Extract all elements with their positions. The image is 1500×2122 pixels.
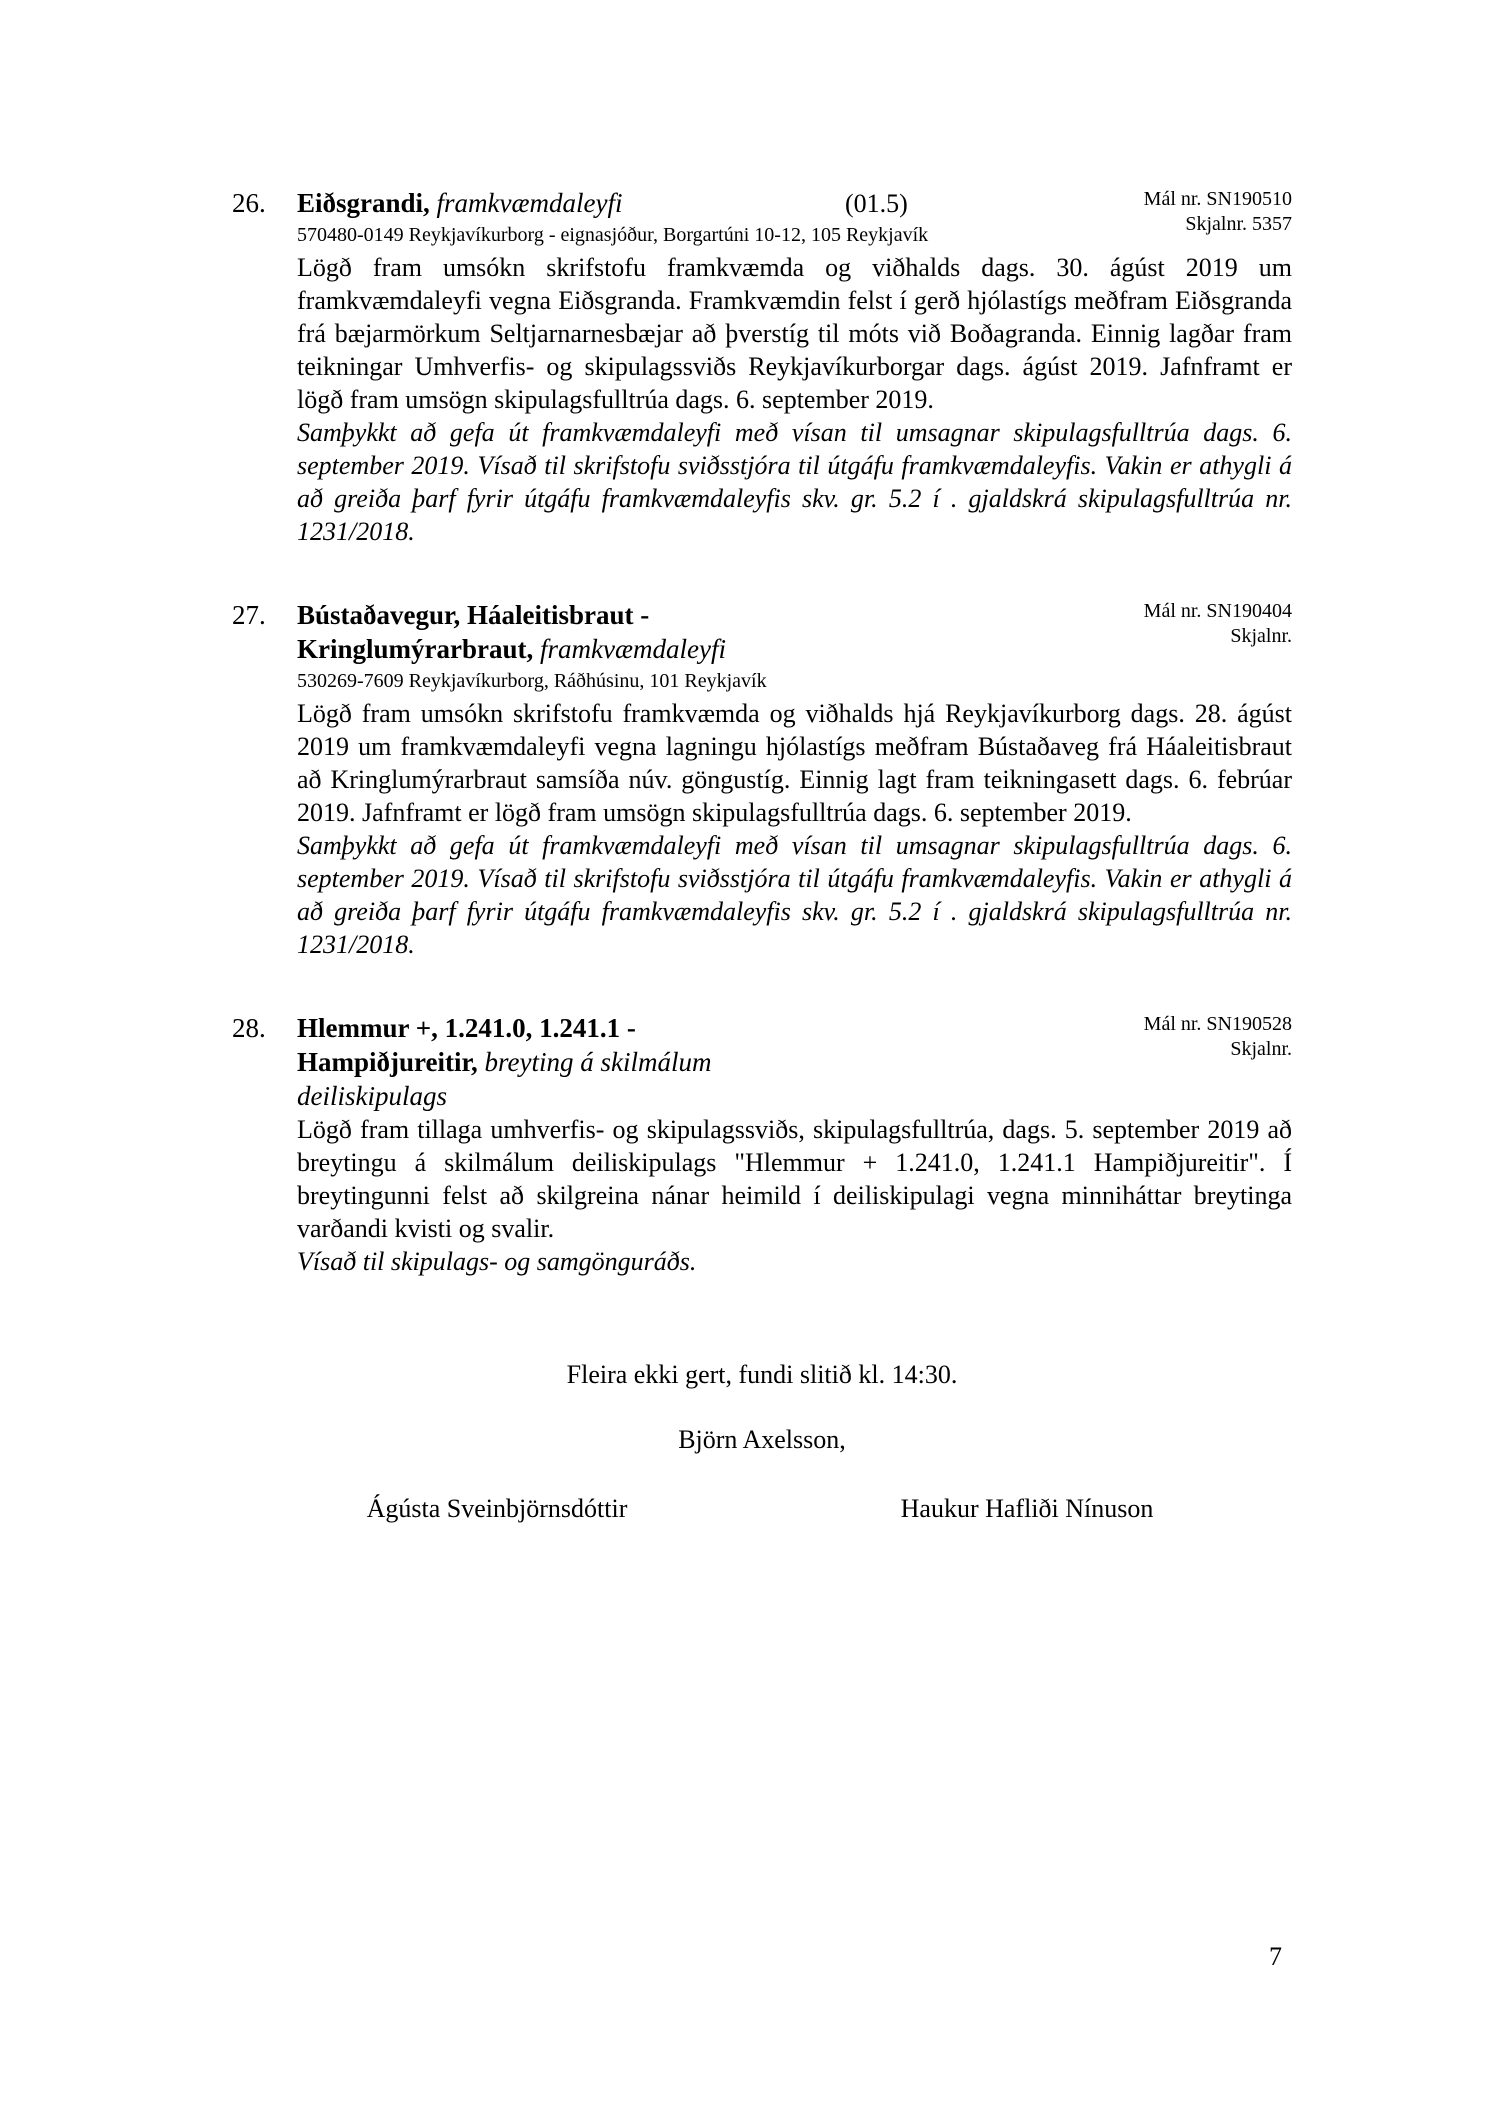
item-title-line3: deiliskipulags	[297, 1081, 447, 1111]
document-number: Skjalnr. 5357	[1185, 213, 1292, 235]
item-title-italic: framkvæmdaleyfi	[429, 188, 623, 218]
item-title-line1: Hlemmur +, 1.241.0, 1.241.1 -	[297, 1013, 636, 1043]
signature-row	[232, 1492, 1292, 1525]
signature-right: Haukur Hafliði Nínuson	[900, 1494, 1154, 1523]
item-title	[297, 598, 1292, 666]
item-body-text: Lögð fram umsókn skrifstofu framkvæmda og viðhalds dags. 30. ágúst 2019 um framkvæmdaleyfi vegna Eiðsgranda. Framkvæmdin felst í gerð hjólastígs meðfram Eiðsgranda frá bæjarmörkum Seltjarnarnesbæjar að þverstíg til móts við Boðagranda. Einnig lagðar fram teikningar Umhverfis- og skipulagssviðs Reykjavíkurborgar dags. ágúst 2019. Jafnframt er lögð fram umsögn skipulagsfulltrúa dags. 6. september 2019.	[297, 253, 1292, 414]
case-number: Mál nr. SN190528	[1143, 1013, 1292, 1035]
item-applicant-address: 530269-7609 Reykjavíkurborg, Ráðhúsinu, 101 Reykjavík	[297, 670, 767, 692]
item-title-italic: breyting á skilmálum	[477, 1047, 712, 1077]
item-title-bold: Kringlumýrarbraut,	[297, 634, 534, 664]
item-title	[297, 186, 1292, 220]
item-title-bold: Eiðsgrandi,	[297, 188, 430, 218]
item-number: 28.	[232, 1013, 266, 1043]
item-body-text: Lögð fram tillaga umhverfis- og skipulagssviðs, skipulagsfulltrúa, dags. 5. september 2019 að breytingu á skilmálum deiliskipulags "Hlemmur + 1.241.0, 1.241.1 Hampiðjureitir". Í breytingunni felst að skilgreina nánar heimild í deiliskipulagi vegna minniháttar breytinga varðandi kvisti og svalir.	[297, 1115, 1292, 1243]
case-number: Mál nr. SN190510	[1143, 188, 1292, 210]
item-title-italic: framkvæmdaleyfi	[533, 634, 726, 664]
agenda-item-26	[232, 186, 1292, 548]
signature-secretary: Björn Axelsson,	[678, 1425, 846, 1454]
item-title-line2	[297, 632, 1292, 666]
minutes-content	[232, 186, 1292, 1525]
item-body-text: Lögð fram umsókn skrifstofu framkvæmda og viðhalds hjá Reykjavíkurborg dags. 28. ágúst 2019 um framkvæmdaleyfi vegna lagningu hjólastígs meðfram Bústaðaveg frá Háaleitisbraut að Kringlumýrarbraut samsíða núv. göngustíg. Einnig lagt fram teikningasett dags. 6. febrúar 2019. Jafnframt er lögð fram umsögn skipulagsfulltrúa dags. 6. september 2019.	[297, 699, 1292, 827]
page-number: 7	[1269, 1942, 1282, 1971]
item-number: 27.	[232, 600, 266, 630]
minutes-footer	[232, 1358, 1292, 1525]
agenda-item-28	[232, 1011, 1292, 1278]
item-title-bold: Hampiðjureitir,	[297, 1047, 478, 1077]
closing-statement: Fleira ekki gert, fundi slitið kl. 14:30.	[566, 1360, 958, 1389]
item-resolution-text: Samþykkt að gefa út framkvæmdaleyfi með vísan til umsagnar skipulagsfulltrúa dags. 6. september 2019. Vísað til skrifstofu sviðsstjóra til útgáfu framkvæmdaleyfis. Vakin er athygli á að greiða þarf fyrir útgáfu framkvæmdaleyfis skv. gr. 5.2 í . gjaldskrá skipulagsfulltrúa nr. 1231/2018.	[297, 418, 1292, 546]
item-title-line1: Bústaðavegur, Háaleitisbraut -	[297, 600, 650, 630]
document-number: Skjalnr.	[1230, 1038, 1292, 1060]
item-resolution-text: Vísað til skipulags- og samgönguráðs.	[297, 1247, 697, 1276]
document-number: Skjalnr.	[1230, 625, 1292, 647]
item-applicant-address: 570480-0149 Reykjavíkurborg - eignasjóður, Borgartúni 10-12, 105 Reykjavík	[297, 224, 929, 246]
item-title	[297, 1011, 1292, 1113]
item-number: 26.	[232, 188, 266, 218]
item-resolution-text: Samþykkt að gefa út framkvæmdaleyfi með vísan til umsagnar skipulagsfulltrúa dags. 6. september 2019. Vísað til skrifstofu sviðsstjóra til útgáfu framkvæmdaleyfis. Vakin er athygli á að greiða þarf fyrir útgáfu framkvæmdaleyfis skv. gr. 5.2 í . gjaldskrá skipulagsfulltrúa nr. 1231/2018.	[297, 831, 1292, 959]
agenda-item-27	[232, 598, 1292, 961]
item-title-line2	[297, 1045, 1292, 1079]
signature-left: Ágústa Sveinbjörnsdóttir	[366, 1494, 628, 1523]
item-title-suffix: (01.5)	[845, 189, 908, 218]
case-number: Mál nr. SN190404	[1143, 600, 1292, 622]
